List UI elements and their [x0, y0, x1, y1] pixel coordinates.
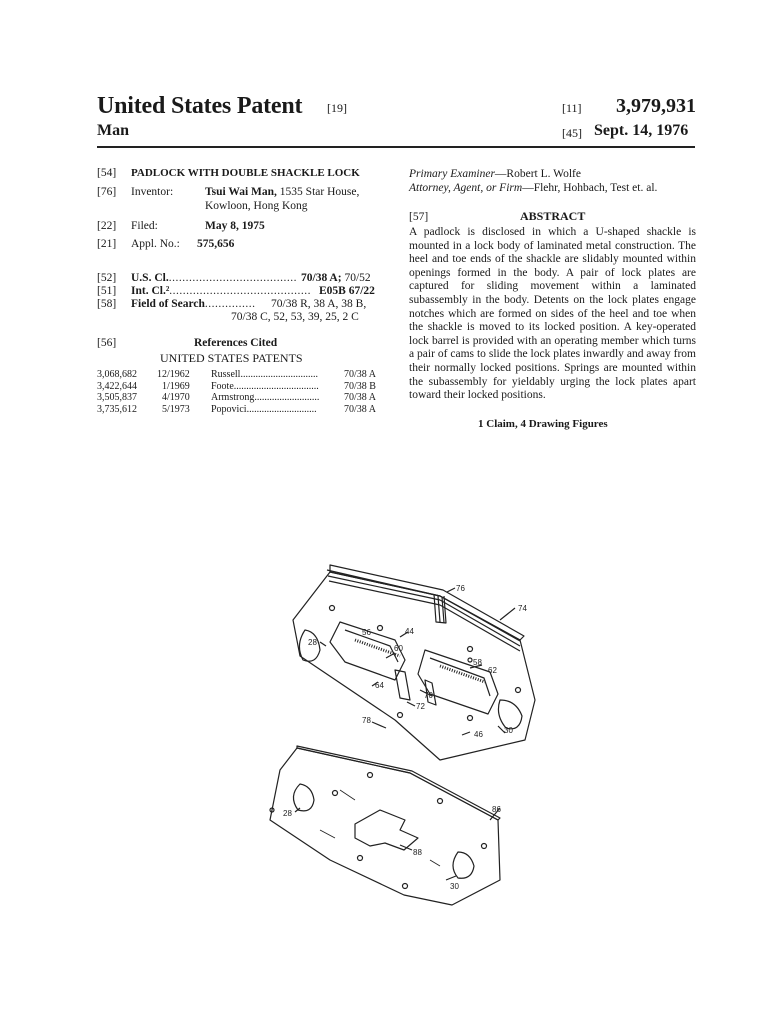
ref-numeral: 58 [473, 658, 482, 667]
ref-number: 3,505,837 [97, 392, 137, 403]
ref-class: 70/38 B [344, 380, 376, 392]
ref-date: 4/1970 [162, 392, 190, 403]
field-search-values-2: 70/38 C, 52, 53, 39, 25, 2 C [231, 311, 359, 323]
field-search-values-1: 70/38 R, 38 A, 38 B, [271, 298, 367, 310]
field-51-code: [51] [97, 285, 117, 297]
ref-numeral: 70 [424, 691, 433, 700]
title-code: [19] [327, 101, 347, 115]
inventor-address-1: 1535 Star House, [279, 186, 360, 198]
ref-class: 70/38 A [344, 403, 376, 415]
ref-date: 1/1969 [162, 380, 190, 392]
examiner-name: —Robert L. Wolfe [494, 168, 581, 180]
filed-date: May 8, 1975 [205, 220, 265, 232]
field-22-code: [22] [97, 220, 117, 232]
number-code: [11] [562, 101, 582, 115]
ref-numeral: 88 [413, 848, 422, 857]
ref-date: 5/1973 [162, 403, 190, 415]
ref-number: 3,735,612 [97, 403, 137, 415]
ref-numeral: 28 [283, 809, 292, 818]
ref-numeral: 46 [474, 730, 483, 739]
ref-numeral: 86 [492, 805, 501, 814]
lock-body-figure [293, 565, 535, 760]
field-search-dots: ............... [204, 298, 256, 310]
ref-class: 70/38 A [344, 369, 376, 380]
reference-numerals [283, 584, 527, 891]
ref-class: 70/38 A [344, 392, 376, 403]
ref-numeral: 30 [450, 882, 459, 891]
date-code: [45] [562, 126, 582, 140]
inventor-address-2: Kowloon, Hong Kong [205, 200, 308, 212]
ref-numeral: 28 [308, 638, 317, 647]
inventor-surname: Man [97, 122, 129, 139]
ref-numeral: 30 [504, 726, 513, 735]
ref-number: 3,422,644 [97, 380, 137, 392]
abstract-text: A padlock is disclosed in which a U-shaped shackle is mounted in a lock body of laminated metal construction. The heel and toe ends of the shackle are slidably mounted within openings formed in the body. A pair of lock plates are captured for sliding movement within a laminated subassembly in the body. Detents on the lock plates engage notches which are formed on sides of the heel and toe when the shackle is moved to its locked position. A key-operated lock barrel is provided with an operating member which turns a pair of cams to slide the lock plates inwardly and away from their normally locked positions. Springs are mounted within the subassembly for yieldably urging the lock plates apart toward their locked positions. [409, 226, 696, 402]
ref-numeral: 74 [518, 604, 527, 613]
attorney-name: —Flehr, Hohbach, Test et. al. [522, 182, 658, 194]
ref-name: Popovici............................ [211, 403, 317, 415]
ref-numeral: 78 [362, 716, 371, 725]
ref-numeral: 64 [375, 681, 384, 690]
examiner-label: Primary Examiner [409, 168, 495, 180]
attorney-label: Attorney, Agent, or Firm [409, 182, 523, 194]
int-cl-dots: .......................................... [169, 285, 312, 297]
field-52-code: [52] [97, 272, 117, 284]
ref-numeral: 44 [405, 627, 414, 636]
ref-date: 12/1962 [157, 369, 190, 380]
ref-numeral: 62 [488, 666, 497, 675]
patent-date: Sept. 14, 1976 [594, 122, 689, 139]
cover-plate-figure [270, 746, 500, 905]
field-search-label: Field of Search [131, 298, 205, 310]
ref-name: Russell............................... [211, 369, 318, 380]
field-54-code: [54] [97, 167, 117, 179]
ref-number: 3,068,682 [97, 369, 137, 380]
us-cl-label: U.S. Cl. [131, 272, 169, 284]
inventor-label: Inventor: [131, 186, 174, 198]
references-heading: References Cited [194, 337, 278, 349]
patent-number: 3,979,931 [616, 95, 696, 117]
appl-no-value: 575,656 [197, 238, 235, 250]
patent-title: United States Patent [97, 93, 303, 119]
references-subheading: UNITED STATES PATENTS [160, 351, 303, 365]
field-57-code: [57] [409, 211, 429, 223]
field-56-code: [56] [97, 337, 117, 349]
appl-no-label: Appl. No.: [131, 238, 180, 250]
ref-name: Armstrong.......................... [211, 392, 320, 403]
int-cl-value: E05B 67/22 [319, 285, 375, 297]
ref-numeral: 60 [394, 644, 403, 653]
ref-name: Foote.................................. [211, 380, 319, 392]
ref-numeral: 56 [362, 628, 371, 637]
claims-line: 1 Claim, 4 Drawing Figures [478, 418, 608, 430]
inventor-name: Tsui Wai Man, [205, 186, 277, 198]
ref-numeral: 72 [416, 702, 425, 711]
us-cl-dots: ...................................... [168, 272, 297, 284]
field-58-code: [58] [97, 298, 117, 310]
us-cl-value: 70/38 A; [301, 272, 342, 284]
int-cl-label: Int. Cl.² [131, 285, 170, 297]
field-21-code: [21] [97, 238, 117, 250]
invention-title: PADLOCK WITH DOUBLE SHACKLE LOCK [131, 167, 360, 179]
abstract-heading: ABSTRACT [520, 209, 586, 223]
field-76-code: [76] [97, 186, 117, 198]
ref-numeral: 76 [456, 584, 465, 593]
filed-label: Filed: [131, 220, 158, 232]
us-cl-extra: 70/52 [344, 272, 371, 284]
